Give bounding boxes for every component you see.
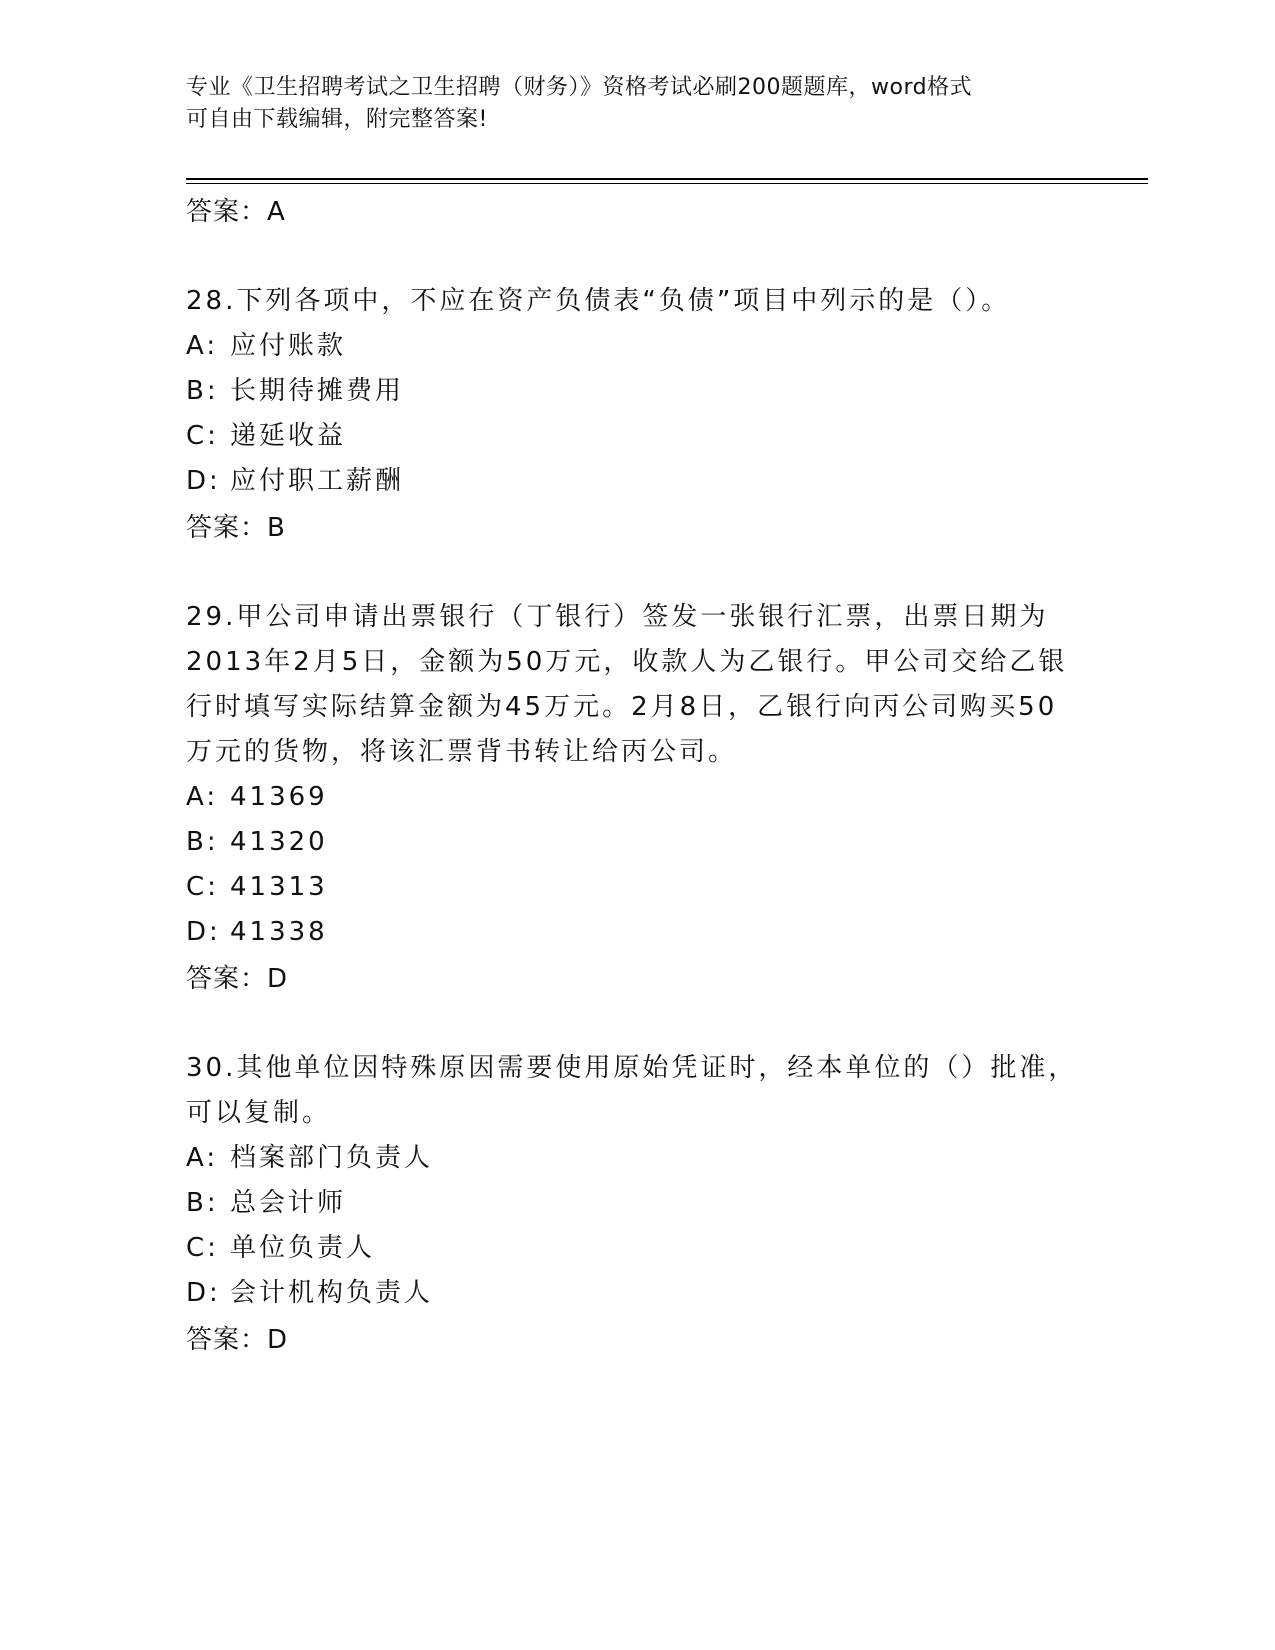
option-key: B: (186, 827, 219, 857)
option-text: 档案部门负责人 (230, 1143, 434, 1173)
option-c (186, 865, 1086, 910)
answer-label: 答案：D (186, 964, 289, 994)
option-c (186, 414, 1086, 459)
answer-label: 答案：D (186, 1325, 289, 1355)
option-key: C: (186, 1233, 219, 1263)
option-key: D: (186, 917, 221, 947)
option-text: 41369 (230, 782, 328, 812)
option-d (186, 910, 1086, 955)
option-text: 会计机构负责人 (230, 1278, 434, 1308)
question-list (186, 188, 1086, 1360)
option-b (186, 369, 1086, 414)
question-text: 29.甲公司申请出票银行（丁银行）签发一张银行汇票，出票日期为2013年2月5日，金额为50万元，收款人为乙银行。甲公司交给乙银行时填写实际结算金额为45万元。2月8日，乙银行向丙公司购买50万元的货物，将该汇票背书转让给丙公司。 (186, 602, 1068, 767)
header-divider (186, 178, 1148, 184)
question-item (186, 1046, 1086, 1360)
option-key: C: (186, 421, 219, 451)
option-b (186, 820, 1086, 865)
option-a (186, 775, 1086, 820)
option-text: 递延收益 (230, 421, 347, 451)
question-item (186, 595, 1086, 999)
question-item (186, 279, 1086, 548)
answer-label: 答案：B (186, 513, 286, 543)
option-a (186, 324, 1086, 369)
option-text: 应付账款 (230, 331, 347, 361)
option-key: D: (186, 1278, 221, 1308)
option-key: D: (186, 466, 221, 496)
option-text: 总会计师 (230, 1188, 347, 1218)
option-text: 41313 (230, 872, 328, 902)
option-key: B: (186, 376, 219, 406)
option-text: 单位负责人 (230, 1233, 376, 1263)
option-key: A: (186, 1143, 219, 1173)
question-text: 30.其他单位因特殊原因需要使用原始凭证时，经本单位的（）批准，可以复制。 (186, 1053, 1078, 1128)
option-d (186, 459, 1086, 504)
option-text: 41338 (230, 917, 328, 947)
option-key: B: (186, 1188, 219, 1218)
option-b (186, 1181, 1086, 1226)
option-text: 应付职工薪酬 (230, 466, 405, 496)
header-line-2: 可自由下载编辑，附完整答案! (186, 107, 488, 132)
question-text: 28.下列各项中，不应在资产负债表“负债”项目中列示的是（）。 (186, 286, 1011, 316)
option-key: A: (186, 782, 219, 812)
option-d (186, 1271, 1086, 1316)
page-header (186, 72, 1066, 136)
option-key: A: (186, 331, 219, 361)
option-key: C: (186, 872, 219, 902)
answer-label: 答案：A (186, 197, 286, 227)
option-text: 长期待摊费用 (230, 376, 405, 406)
header-line-1: 专业《卫生招聘考试之卫生招聘（财务）》资格考试必刷200题题库，word格式 (186, 75, 973, 100)
option-text: 41320 (230, 827, 328, 857)
option-a (186, 1136, 1086, 1181)
option-c (186, 1226, 1086, 1271)
